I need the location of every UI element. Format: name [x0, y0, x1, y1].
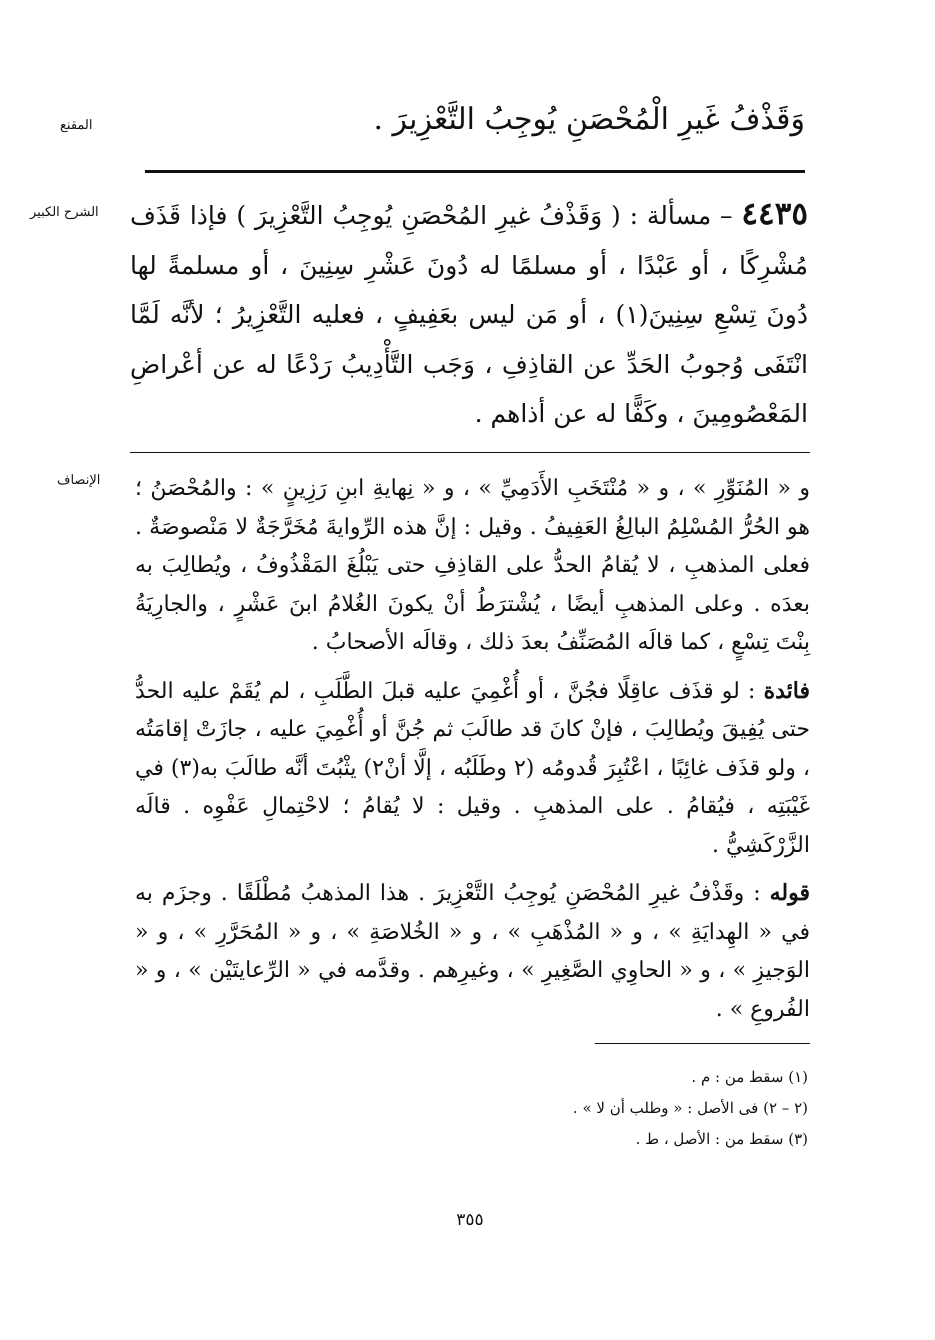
- footnotes: [400, 1062, 808, 1155]
- label-mugni: المقنع: [60, 118, 93, 133]
- qawluhu-label: قوله: [769, 880, 810, 906]
- sharh-text: – مسألة : ( وَقَذْفُ غيرِ المُحْصَنِ يُوجِبُ التَّعْزِيرَ ) فإذا قَذَف مُشْرِكًا ، أو عَبْدًا ، أو مسلمًا له دُونَ عَشْرِ سِنِينَ ، أو مسلمةً لها دُونَ تِسْعِ سِنِينَ(١) ، أو مَن ليس بعَفِيفٍ ، فعليه التَّعْزِيرُ ؛ لأنَّه لَمَّا انْتَفَى وُجوبُ الحَدِّ عن القاذِفِ ، وَجَب التَّأْدِيبُ رَدْعًا له عن أعْراضِ المَعْصُومِينَ ، وكَفًّا له عن أذاهم .: [130, 201, 808, 428]
- footnote-rule: [595, 1043, 810, 1044]
- insaf-paragraph-3: [135, 874, 810, 1029]
- insaf-paragraph-3-text: : وقَذْفُ غيرِ المُحْصَنِ يُوجِبُ التَّعْزِيرَ . هذا المذهبُ مُطْلَقًا . وجزَم به في « الهِدايَةِ » ، و « المُذْهَبِ » ، و « الخُلاصَةِ » ، و « المُحَرَّرِ » ، و « الوَجيزِ » ، و « الحاوِي الصَّغِيرِ » ، وغيرِهم . وقدَّمه في « الرِّعايتَيْن » ، و « الفُروعِ » .: [135, 881, 810, 1022]
- insaf-paragraph-2: [135, 672, 810, 866]
- label-sharh: الشرح الكبير: [30, 205, 99, 220]
- insaf-section: [135, 470, 810, 1029]
- insaf-paragraph-1: و « المُنَوِّرِ » ، و « مُنْتَخَبِ الأَدَمِيِّ » ، و « نِهايةِ ابنِ رَزِينٍ » : والمُحْصَنُ ؛ هو الحُرُّ المُسْلِمُ البالِغُ العَفِيفُ . وقيل : إنَّ هذه الرِّوايةَ مُخَرَّجَةٌ لا مَنْصوصَةٌ . فعلى المذهبِ ، لا يُقامُ الحدُّ على القاذِفِ حتى يَبْلُغَ المَقْذُوفُ ، ويُطالِبَ به بعدَه . وعلى المذهبِ أيضًا ، يُشْترَطُ أنْ يكونَ الغُلامُ ابنَ عَشْرٍ ، والجارِيَةُ بِنْتَ تِسْعٍ ، كما قالَه المُصَنِّفُ بعدَ ذلك ، وقالَه الأصحابُ .: [135, 476, 810, 655]
- insaf-paragraph-2-text: : لو قذَف عاقِلًا فجُنَّ ، أو أُغْمِيَ عليه قبلَ الطَّلَبِ ، لم يُقَمْ عليه الحدُّ حتى يُفِيقَ ويُطالِبَ ، فإنْ كانَ قد طالَبَ ثم جُنَّ أو أُغْمِيَ عليه ، جازَتْ إقامَتُه ، ولو قذَف غائِبًا ، اعْتُبِرَ قُدومُه (٢ وطَلَبُه ، إلَّا أنْ٢) يثْبُتَ أنَّه طالَبَ به(٣) في غَيْبَتِه ، فيُقامُ . على المذهبِ . وقيل : لا يُقامُ ؛ لاحْتِمالِ عَفْوِه . قالَه الزَّرْكَشِيُّ .: [135, 678, 810, 858]
- label-insaf: الإنصاف: [57, 473, 101, 488]
- issue-number: ٤٤٣٥: [741, 196, 808, 232]
- middle-rule: [130, 452, 810, 453]
- footnote: (٣) سقط من : الأصل ، ط .: [635, 1130, 808, 1148]
- mugni-text: وَقَذْفُ غَيرِ الْمُحْصَنِ يُوجِبُ التَّعْزِيرَ .: [373, 102, 805, 137]
- footnote: (٢ – ٢) فى الأصل : « وطلب أن لا » .: [572, 1099, 808, 1117]
- footnote: (١) سقط من : م .: [691, 1068, 808, 1086]
- top-rule: [145, 170, 805, 173]
- sharh-section: [130, 190, 808, 439]
- page-number: ٣٥٥: [456, 1210, 484, 1230]
- faida-label: فائدة: [763, 677, 810, 704]
